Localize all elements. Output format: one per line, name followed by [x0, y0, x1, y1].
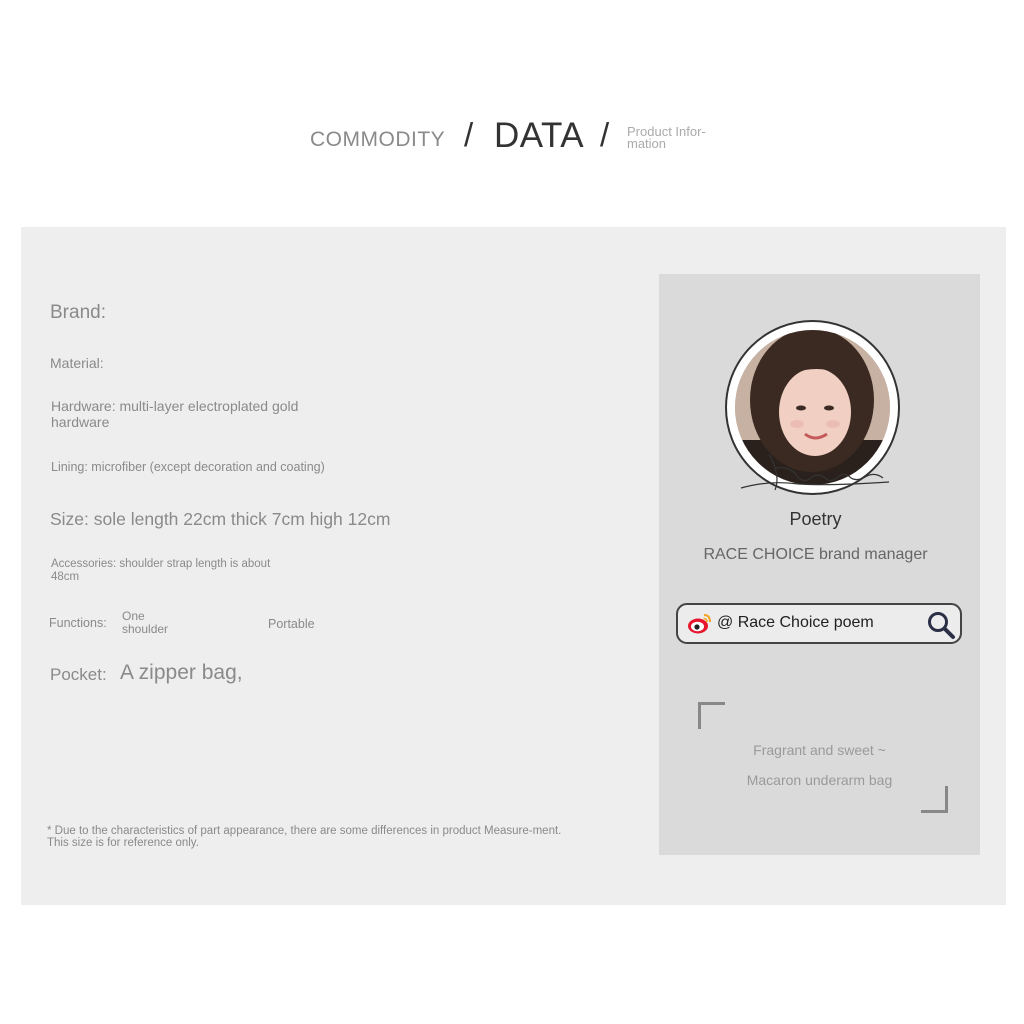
weibo-search-bar[interactable] — [676, 603, 962, 644]
header-subtitle-line1: Product Infor- — [627, 124, 706, 139]
header-subtitle — [627, 126, 727, 150]
signature-graphic — [739, 446, 899, 496]
manager-name: Poetry — [789, 509, 842, 529]
page-header — [0, 112, 1024, 162]
manager-panel — [659, 274, 980, 855]
pocket-label: Pocket: — [50, 665, 107, 684]
size-spec: Size: sole length 22cm thick 7cm high 12cm — [50, 509, 391, 529]
functions-label: Functions: — [49, 616, 107, 630]
header-slash-left: / — [464, 116, 474, 153]
brand-label: Brand: — [50, 302, 106, 323]
pocket-value: A zipper bag, — [120, 661, 243, 684]
manager-role: RACE CHOICE brand manager — [703, 546, 928, 563]
weibo-icon — [687, 613, 711, 635]
header-title: DATA — [494, 116, 585, 155]
corner-bracket-top-left — [698, 702, 725, 729]
function-one-shoulder: One shoulder — [122, 609, 169, 636]
tagline-1: Fragrant and sweet ~ — [753, 742, 886, 758]
header-subtitle-line2: mation — [627, 136, 667, 151]
product-info-card — [21, 227, 1006, 905]
header-slash-right: / — [600, 116, 610, 153]
weibo-handle: @ Race Choice poem — [717, 614, 874, 631]
hardware-spec: Hardware: multi-layer electroplated gold hardware — [51, 398, 299, 430]
material-label: Material: — [50, 355, 104, 371]
measurement-note: * Due to the characteristics of part appearance, there are some differences in product Measure-ment. This size is for reference only. — [47, 825, 562, 849]
tagline-2: Macaron underarm bag — [746, 772, 893, 788]
header-commodity: COMMODITY — [310, 128, 446, 151]
function-portable: Portable — [268, 617, 315, 631]
accessories-spec: Accessories: shoulder strap length is about 48cm — [51, 558, 271, 583]
corner-bracket-bottom-right — [921, 786, 948, 813]
search-icon[interactable] — [926, 610, 956, 640]
lining-spec: Lining: microfiber (except decoration and coating) — [51, 460, 325, 474]
